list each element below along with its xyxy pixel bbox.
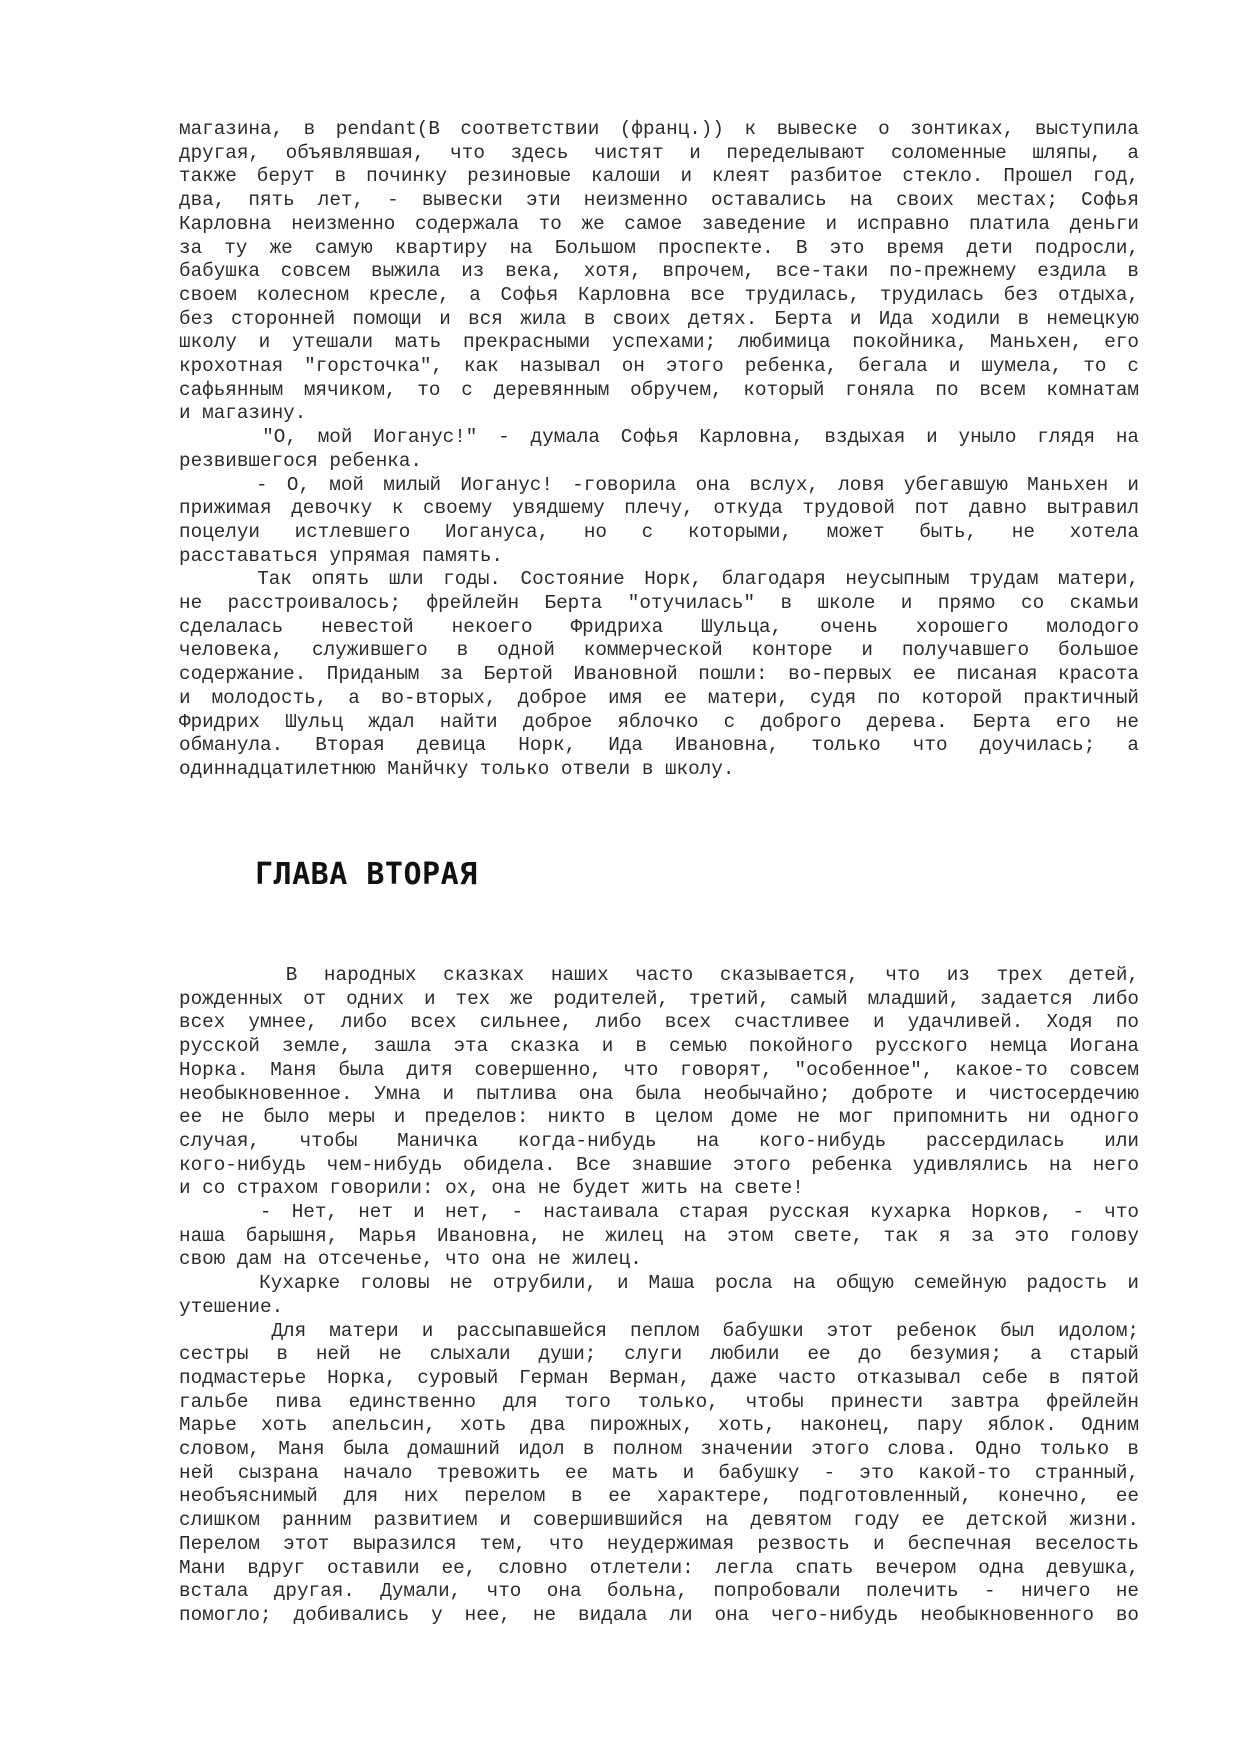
text-line: наша барышня, Марья Ивановна, не жилец на этом свете, так я за это голову: [179, 1224, 1139, 1247]
text-line: Фридрих Шульц ждал найти доброе яблочко с доброго дерева. Берта его не: [179, 710, 1139, 733]
text-line: необыкновенное. Умна и пытлива она была необычайно; доброте и чистосердечию: [179, 1082, 1139, 1105]
text-line: и со страхом говорили: ох, она не будет жить на свете!: [179, 1177, 804, 1200]
text-line: свою дам на отсеченье, что она не жилец.: [179, 1248, 642, 1271]
text-line: расставаться упрямая память.: [179, 544, 503, 567]
text-line: резвившегося ребенка.: [179, 449, 422, 472]
text-line: и молодость, а во-вторых, доброе имя ее матери, судя по которой практичный: [179, 686, 1139, 709]
text-line: необъяснимый для них перелом в ее характере, подготовленный, конечно, ее: [179, 1485, 1139, 1508]
text-line: ее не было меры и пределов: никто в целом доме не мог припомнить ни одного: [179, 1106, 1139, 1129]
text-line: крохотная "горсточка", как называл он этого ребенка, бегала и шумела, то с: [179, 355, 1139, 378]
text-line: русской земле, зашла эта сказка и в семью покойного русского немца Иогана: [179, 1035, 1139, 1058]
text-line: ней сызрана начало тревожить ее мать и бабушку - это какой-то странный,: [179, 1461, 1139, 1484]
text-line: также берут в починку резиновые калоши и клеят разбитое стекло. Прошел год,: [179, 165, 1139, 188]
text-line: слишком ранним развитием и совершившийся на девятом году ее детской жизни.: [179, 1509, 1139, 1532]
text-line: Карловна неизменно содержала то же самое заведение и исправно платила деньги: [179, 212, 1139, 235]
text-line: случая, чтобы Маничка когда-нибудь на кого-нибудь рассердилась или: [179, 1129, 1139, 1152]
text-line: Мани вдруг оставили ее, словно отлетели: легла спать вечером одна девушка,: [179, 1556, 1139, 1579]
text-line: прижимая девочку к своему увядшему плечу, откуда трудовой пот давно вытравил: [179, 497, 1139, 520]
text-line: гальбе пива единственно для того только, чтобы принести завтра фрейлейн: [179, 1390, 1139, 1413]
text-line: сестры в ней не слыхали души; слуги любили ее до безумия; а старый: [179, 1343, 1139, 1366]
text-line: два, пять лет, - вывески эти неизменно оставались на своих местах; Софья: [179, 189, 1139, 212]
text-line: Кухарке головы не отрубили, и Маша росла на общую семейную радость и: [179, 1272, 1139, 1295]
text-line: всех умнее, либо всех сильнее, либо всех счастливее и удачливей. Ходя по: [179, 1011, 1139, 1034]
text-line: одиннадцатилетнюю Манйчку только отвели в школу.: [179, 757, 735, 780]
text-line: - Нет, нет и нет, - настаивала старая русская кухарка Норков, - что: [179, 1201, 1139, 1224]
text-line: Так опять шли годы. Состояние Норк, благодаря неусыпным трудам матери,: [179, 568, 1139, 591]
chapter-heading: ГЛАВА ВТОРАЯ: [255, 857, 478, 892]
text-line: содержание. Приданым за Бертой Ивановной пошли: во-первых ее писаная красота: [179, 663, 1139, 686]
text-line: "О, мой Иоганус!" - думала Софья Карловна, вздыхая и уныло глядя на: [179, 426, 1139, 449]
text-line: школу и утешали мать прекрасными успехами; любимица покойника, Маньхен, его: [179, 331, 1139, 354]
text-line: встала другая. Думали, что она больна, попробовали полечить - ничего не: [179, 1580, 1139, 1603]
text-line: Для матери и рассыпавшейся пеплом бабушки этот ребенок был идолом;: [179, 1319, 1139, 1342]
text-line: бабушка совсем выжила из века, хотя, впрочем, все-таки по-прежнему ездила в: [179, 260, 1139, 283]
text-line: Перелом этот выразился тем, что неудержимая резвость и беспечная веселость: [179, 1532, 1139, 1555]
text-line: не расстроивалось; фрейлейн Берта "отучилась" в школе и прямо со скамьи: [179, 592, 1139, 615]
text-line: магазина, в pendant(В соответствии (франц.)) к вывеске о зонтиках, выступила: [179, 118, 1139, 140]
text-line: поцелуи истлевшего Иогануса, но с которыми, может быть, не хотела: [179, 520, 1139, 543]
text-line: Марье хоть апельсин, хоть два пирожных, хоть, наконец, пару яблок. Одним: [179, 1414, 1139, 1437]
text-line: без сторонней помощи и вся жила в своих детях. Берта и Ида ходили в немецкую: [179, 307, 1139, 330]
text-line: словом, Маня была домашний идол в полном значении этого слова. Одно только в: [179, 1438, 1139, 1461]
text-line: своем колесном кресле, а Софья Карловна все трудилась, трудилась без отдыха,: [179, 283, 1139, 306]
text-line: другая, объявлявшая, что здесь чистят и переделывают соломенные шляпы, а: [179, 141, 1139, 164]
text-line: Норка. Маня была дитя совершенно, что говорят, "особенное", какое-то совсем: [179, 1058, 1139, 1081]
text-line: рожденных от одних и тех же родителей, третий, самый младший, задается либо: [179, 987, 1139, 1010]
text-line: кого-нибудь чем-нибудь обидела. Все знавшие этого ребенка удивлялись на него: [179, 1153, 1139, 1176]
text-line: сделалась невестой некоего Фридриха Шульца, очень хорошего молодого: [179, 615, 1139, 638]
text-line: подмастерье Норка, суровый Герман Верман, даже часто отказывал себе в пятой: [179, 1366, 1139, 1389]
text-section-2: [179, 964, 1139, 1628]
text-line: помогло; добивались у нее, не видала ли она чего-нибудь необыкновенного во: [179, 1603, 1139, 1626]
text-line: за ту же самую квартиру на Большом проспекте. В это время дети подросли,: [179, 236, 1139, 259]
text-line: - О, мой милый Иоганус! -говорила она вслух, ловя убегавшую Маньхен и: [179, 473, 1139, 496]
text-line: и магазину.: [179, 402, 307, 425]
text-line: сафьянным мячиком, то с деревянным обручем, который гоняла по всем комнатам: [179, 378, 1139, 401]
text-line: В народных сказках наших часто сказывается, что из трех детей,: [179, 964, 1139, 986]
text-section-1: [179, 118, 1139, 782]
text-line: обманула. Вторая девица Норк, Ида Ивановна, только что доучилась; а: [179, 734, 1139, 757]
text-line: человека, служившего в одной коммерческой конторе и получавшего большое: [179, 639, 1139, 662]
text-line: утешение.: [179, 1295, 284, 1318]
